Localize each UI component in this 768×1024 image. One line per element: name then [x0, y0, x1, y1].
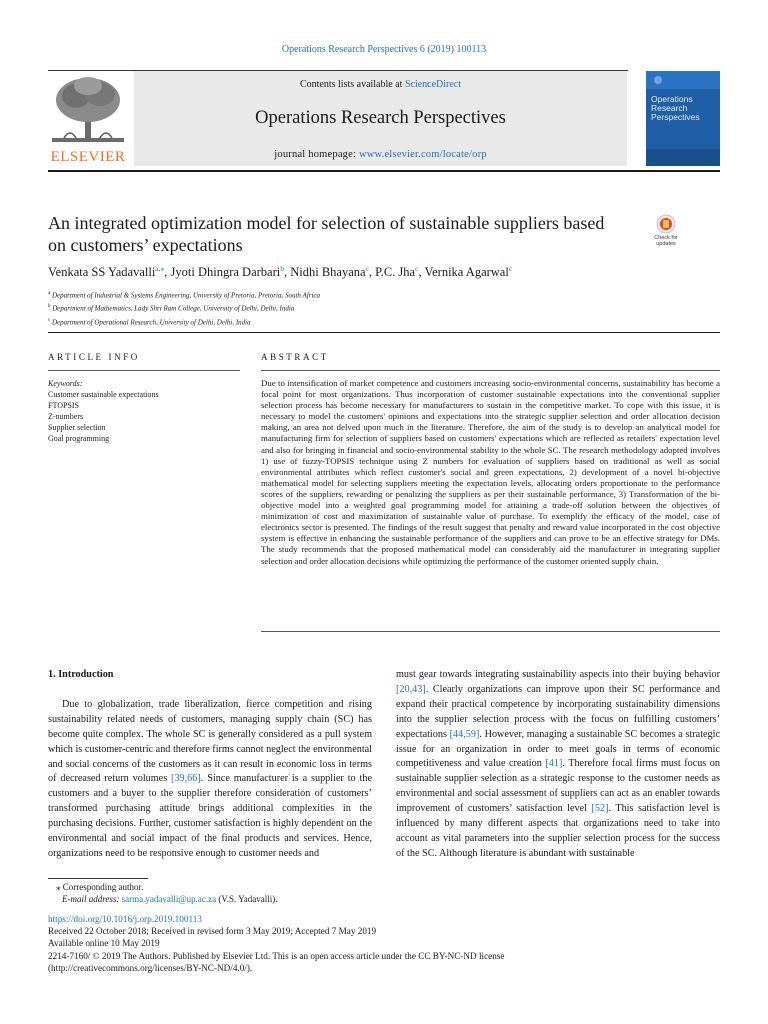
footnote-block [48, 881, 720, 905]
email-suffix: (V.S. Yadavalli). [218, 894, 278, 904]
keyword-item: Goal programming [48, 434, 110, 443]
email-label: E-mail address: [62, 894, 120, 904]
check-for-updates-button[interactable] [648, 214, 684, 250]
paragraph-text: . This satisfaction level is influenced by many different aspects that organizations need to take into account as vital parameters into the supplier selection process for the success of the SC. Although literature is abundant with sustainable [396, 803, 720, 859]
header-bottom-rule [48, 170, 720, 172]
journal-homepage-line [134, 149, 627, 160]
affiliation-item [48, 288, 720, 301]
citation-link[interactable]: [39,66] [171, 773, 201, 785]
elsevier-wordmark: ELSEVIER [50, 149, 126, 165]
paragraph-text: . However, managing a sustainable SC becomes a strategic issue for an organization in order to meet goals in terms of economic competitiveness and value creation [396, 728, 721, 770]
keyword-item: Z-numbers [48, 412, 84, 421]
body-column-right [396, 668, 720, 862]
author-separator: , [418, 265, 425, 280]
email-link[interactable]: sarma.yadavalli@up.ac.za [121, 894, 217, 904]
body-column-left [48, 668, 372, 862]
corresponding-author-note [48, 881, 720, 893]
citation-link[interactable]: [20,43] [396, 683, 426, 695]
check-updates-label: Check for updates [654, 235, 678, 247]
affiliation-item [48, 301, 720, 314]
keyword-item: FTOPSIS [48, 401, 79, 410]
citation-link[interactable]: [44,59] [449, 728, 480, 740]
author-entry[interactable] [424, 265, 512, 279]
keywords-block [48, 378, 240, 444]
footnote-rule [48, 878, 148, 879]
paragraph-text: Due to globalization, trade liberalization, fierce competition and rising sustainability related needs of customers, managing supply chain (SC) has become quite complex. The whole SC is generally considered as a pull system which is customer-centric and therefore firms cannot neglect the environmental and social concerns of the customers as it can result in economic loss in terms of decreased return volumes [48, 698, 372, 785]
author-separator: , [368, 265, 376, 280]
sciencedirect-link[interactable]: ScienceDirect [404, 79, 462, 90]
author-affiliation-mark[interactable]: b [280, 264, 284, 273]
author-separator: , [283, 265, 291, 280]
author-entry[interactable] [290, 265, 375, 279]
cover-title: Operations Research Perspectives [651, 94, 700, 122]
abstract-text: Due to intensification of market competence and customers increasing socio-environmental concerns, sustainability has become a focal point for most organizations. Thus incorporation of customer sustainable expectations into the conventional supplier selection process has become necessary for manufacturers to sustain in the competitive market. To cope with this issue, it is necessary to model the customers' opinions and expectations into the strategic supplier selection and order allocation decision making, an area not delved upon much in the literature. Therefore, the aim of the study is to develop an analytical model for manufacturing firm for selection of suppliers based on customers' expectations which are reflected as retailers' expectation level and also for bringing in financial and socio-environmental stability to the whole SC. The research methodology adopted involves 1) use of fuzzy-TOPSIS technique using Z numbers for evaluation of suppliers based on traditional as well as social environmental attributes which reflect customer's social and green expectations, 2) development of a novel bi-objective mathematical model for selecting suppliers meeting the expectation levels, allocating orders proportionate to the performance scores of the suppliers, rewarding or penalizing the suppliers as per their sustainable performance, 3) Transformation of the bi-objective model into a weighted goal programming model for attaining a trade-off solution between the objectives of minimization of cost and maximization of sustainable value of purchase. To exemplify the efficacy of the model, case of electronics sector is presented. The findings of the result suggest that penalty and reward value incorporated in the cost objective system is effective in enhancing the sustainable performance of the suppliers and can prove to be an effective strategy for DMs. The study recommends that the proposed mathematical model can considerably aid the manufacturer in integrating supplier selection and order allocation decisions while optimizing the performance of the customer oriented supply chain. [261, 378, 720, 566]
affiliation-text: Department of Operational Research, University of Delhi, Delhi, India [51, 317, 251, 326]
abstract-bottom-rule [261, 631, 720, 632]
received-dates: Received 22 October 2018; Received in revised form 3 May 2019; Accepted 7 May 2019 [48, 926, 377, 937]
author-name: Nidhi Bhayana [290, 265, 366, 280]
paragraph-text: must gear towards integrating sustainability aspects into their buying behavior [396, 669, 720, 680]
author-name: P.C. Jha [375, 265, 416, 280]
abstract-rule [261, 370, 720, 371]
author-separator: , [164, 265, 171, 280]
article-info-heading: ARTICLE INFO [48, 352, 140, 362]
citation-link[interactable]: [52] [591, 803, 609, 815]
elsevier-tree-icon [48, 74, 128, 148]
journal-name: Operations Research Perspectives [255, 108, 506, 128]
author-entry[interactable] [48, 265, 171, 279]
keywords-title: Keywords: [48, 379, 83, 388]
footnote-mark: ⁎ [56, 882, 61, 892]
keywords-list [48, 389, 240, 444]
article-title: An integrated optimization model for selection of sustainable suppliers based on customers’ expectations [48, 213, 605, 255]
keyword-item: Supplier selection [48, 423, 106, 432]
affiliation-item [48, 315, 720, 328]
doi-link[interactable]: https://doi.org/10.1016/j.orp.2019.100113 [48, 914, 202, 924]
intro-paragraph [48, 698, 372, 862]
author-affiliation-mark[interactable]: a,⁎ [155, 264, 165, 273]
contents-prefix: Contents lists available at [299, 79, 405, 90]
author-name: Venkata SS Yadavalli [48, 265, 156, 280]
affiliation-list [48, 288, 720, 328]
elsevier-logo [48, 74, 128, 166]
affiliation-mark: b [48, 304, 51, 310]
paragraph-text: . Clearly organizations can improve upon their SC performance and expand their practical competence by incorporating sustainability dimensions into the supplier selection process with the focus on fulfilling customers’ expectations [396, 683, 720, 740]
author-name: Jyoti Dhingra Darbari [170, 265, 281, 280]
email-note [48, 893, 720, 905]
author-affiliation-mark[interactable]: c [415, 264, 419, 273]
affiliation-mark: a [48, 291, 51, 296]
author-entry[interactable] [375, 265, 424, 279]
citation-link[interactable]: [41] [545, 758, 563, 770]
corresponding-label: Corresponding author. [62, 882, 144, 892]
journal-homepage-link[interactable]: www.elsevier.com/locate/orp [358, 149, 487, 160]
check-updates-icon [648, 214, 684, 236]
keyword-item: Customer sustainable expectations [48, 390, 159, 399]
author-affiliation-mark[interactable]: c [365, 264, 369, 273]
journal-citation-link[interactable]: Operations Research Perspectives 6 (2019) 100113 [281, 44, 487, 55]
section-rule [48, 332, 720, 333]
affiliation-text: Department of Industrial & Systems Engineering, University of Pretoria, Pretoria, South Africa [51, 291, 321, 300]
license-text: 2214-7160/ © 2019 The Authors. Published by Elsevier Ltd. This is an open access article under the CC BY-NC-ND license [48, 950, 505, 961]
available-date: Available online 10 May 2019 [48, 938, 160, 949]
paragraph-text: . Therefore focal firms must focus on sustainable supplier selection as a strategic response to the customer needs as environmental and social assessment of suppliers can act as an enabler towards improvement of customers’ satisfaction level [396, 758, 720, 815]
section-heading-introduction: 1. Introduction [48, 669, 114, 680]
contents-available-line [134, 79, 627, 90]
affiliation-mark: c [48, 317, 51, 323]
author-name: Vernika Agarwal [424, 265, 509, 280]
abstract-heading: ABSTRACT [261, 352, 329, 362]
license-url[interactable]: (http://creativecommons.org/licenses/BY-NC-ND/4.0/). [48, 962, 253, 973]
author-list [48, 264, 720, 280]
author-entry[interactable] [171, 265, 291, 279]
author-affiliation-mark[interactable]: c [508, 264, 513, 273]
paragraph-text: . Since manufacturer is a supplier to the customers and a buyer to the supplier therefore consideration of customers’ transformed purchasing attitude brings additional complexities in the purchasing decisions. Further, customer satisfaction is highly dependent on the environmental and social impact of the final products and services. Hence, organizations need to be responsive enough to customer needs and [48, 773, 372, 859]
homepage-prefix: journal homepage: [274, 149, 359, 160]
article-info-rule [48, 370, 240, 371]
article-meta-block [48, 913, 720, 974]
affiliation-text: Department of Mathematics, Lady Shri Ram College, University of Delhi, Delhi, India [52, 304, 295, 313]
journal-cover-thumbnail[interactable] [646, 71, 720, 166]
